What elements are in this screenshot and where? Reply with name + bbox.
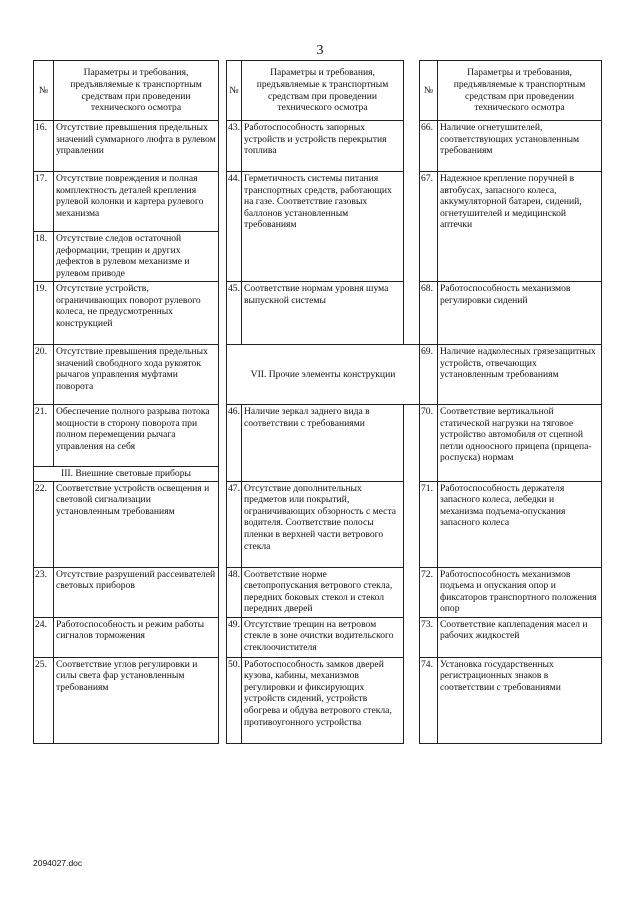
table-row xyxy=(34,345,602,405)
item-text: Отсутствие превышения предельных значений суммарного люфта в рулевом управлении xyxy=(54,121,219,172)
table-row xyxy=(34,617,602,657)
item-text: Работоспособность механизмов регулировки сидений xyxy=(438,282,602,345)
item-text: Соответствие вертикальной статической нагрузки на тяговое устройство автомобиля от сцепной петли одноосного прицепа (прицепа-роспуска) нормам xyxy=(438,405,602,482)
item-number: 66. xyxy=(420,121,438,172)
item-number: 43. xyxy=(227,121,242,172)
item-number: 49. xyxy=(227,617,242,657)
item-number: 46. xyxy=(227,405,242,482)
item-text: Работоспособность механизмов подъема и опускания опор и фиксаторов транспортного положения опор xyxy=(438,567,602,617)
item-number: 19. xyxy=(34,282,54,345)
item-number: 48. xyxy=(227,567,242,617)
item-number: 73. xyxy=(420,617,438,657)
table-row xyxy=(34,405,602,467)
item-number: 72. xyxy=(420,567,438,617)
item-text: Работоспособность запорных устройств и устройств перекрытия топлива xyxy=(242,121,404,172)
item-text: Работоспособность замков дверей кузова, кабины, механизмов регулировки и фиксирующих устройств сидений, устройств обогрева и обдува ветрового стекла, противоугонного устройства xyxy=(242,657,404,743)
item-text: Соответствие устройств освещения и световой сигнализации установленным требованиям xyxy=(54,481,219,567)
item-text: Наличие зеркал заднего вида в соответствии с требованиями xyxy=(242,405,404,482)
item-text: Соответствие норме светопропускания ветрового стекла, передних боковых стекол и стекол передних дверей xyxy=(242,567,404,617)
table-row xyxy=(34,481,602,567)
item-number: 50. xyxy=(227,657,242,743)
table-row xyxy=(34,657,602,743)
item-number: 44. xyxy=(227,172,242,282)
item-text: Соответствие каплепадения масел и рабочих жидкостей xyxy=(438,617,602,657)
item-number: 68. xyxy=(420,282,438,345)
header-row xyxy=(34,61,602,121)
column-gap xyxy=(219,405,227,744)
item-text: Соответствие нормам уровня шума выпускной системы xyxy=(242,282,404,345)
document-filename: 2094027.doc xyxy=(33,858,83,868)
header-num-2: № xyxy=(227,61,242,121)
item-text: Надежное крепление поручней в автобусах, запасного колеса, аккумуляторной батареи, сидений, огнетушителей и медицинской аптечки xyxy=(438,172,602,282)
item-number: 70. xyxy=(420,405,438,482)
item-text: Отсутствие устройств, ограничивающих поворот рулевого колеса, не предусмотренных конструкцией xyxy=(54,282,219,345)
item-text: Наличие огнетушителей, соответствующих установленным требованиям xyxy=(438,121,602,172)
header-params-3: Параметры и требования, предъявляемые к транспортным средствам при проведении технического осмотра xyxy=(438,61,602,121)
header-params-1: Параметры и требования, предъявляемые к транспортным средствам при проведении технического осмотра xyxy=(54,61,219,121)
column-gap xyxy=(404,61,420,121)
column-gap xyxy=(219,61,227,121)
item-number: 47. xyxy=(227,481,242,567)
item-number: 16. xyxy=(34,121,54,172)
item-number: 17. xyxy=(34,172,54,232)
item-number: 69. xyxy=(420,345,438,405)
item-text: Наличие надколесных грязезащитных устройств, отвечающих установленным требованиям xyxy=(438,345,602,405)
section-heading-other: VII. Прочие элементы конструкции xyxy=(227,345,420,405)
item-text: Установка государственных регистрационных знаков в соответствии с требованиями xyxy=(438,657,602,743)
item-text: Отсутствие трещин на ветровом стекле в зоне очистки водительского стеклоочистителя xyxy=(242,617,404,657)
item-number: 71. xyxy=(420,481,438,567)
item-number: 67. xyxy=(420,172,438,282)
item-number: 20. xyxy=(34,345,54,405)
page-number: 3 xyxy=(316,43,324,58)
item-number: 74. xyxy=(420,657,438,743)
item-text: Отсутствие превышения предельных значений свободного хода рукояток рычагов управления муфтами поворота xyxy=(54,345,219,405)
item-number: 25. xyxy=(34,657,54,743)
column-gap xyxy=(219,121,227,345)
item-number: 24. xyxy=(34,617,54,657)
table-row xyxy=(34,282,602,345)
header-num-1: № xyxy=(34,61,54,121)
item-text: Герметичность системы питания транспортных средств, работающих на газе. Соответствие газовых баллонов установленным требованиям xyxy=(242,172,404,282)
item-text: Соответствие углов регулировки и силы света фар установленным требованиям xyxy=(54,657,219,743)
requirements-table xyxy=(33,60,602,744)
header-num-3: № xyxy=(420,61,438,121)
item-number: 21. xyxy=(34,405,54,467)
item-text: Работоспособность держателя запасного колеса, лебедки и механизма подъема-опускания запасного колеса xyxy=(438,481,602,567)
item-text: Работоспособность и режим работы сигналов торможения xyxy=(54,617,219,657)
item-text: Отсутствие разрушений рассеивателей световых приборов xyxy=(54,567,219,617)
item-number: 45. xyxy=(227,282,242,345)
column-gap xyxy=(404,405,420,744)
item-text: Отсутствие дополнительных предметов или покрытий, ограничивающих обзорность с места водителя. Соответствие полосы пленки в верхней части ветрового стекла xyxy=(242,481,404,567)
item-text: Отсутствие повреждения и полная комплектность деталей крепления рулевой колонки и картера рулевого механизма xyxy=(54,172,219,232)
table-row xyxy=(34,121,602,172)
item-number: 18. xyxy=(34,232,54,282)
item-text: Обеспечение полного разрыва потока мощности в сторону поворота при полном перемещении рычага управления на себя xyxy=(54,405,219,467)
column-gap xyxy=(219,345,227,405)
item-text: Отсутствие следов остаточной деформации, трещин и других дефектов в рулевом механизме и рулевом приводе xyxy=(54,232,219,282)
table-row xyxy=(34,567,602,617)
column-gap xyxy=(404,121,420,345)
header-params-2: Параметры и требования, предъявляемые к транспортным средствам при проведении технического осмотра xyxy=(242,61,404,121)
table-row xyxy=(34,172,602,232)
section-heading-lights: III. Внешние световые приборы xyxy=(34,467,219,482)
item-number: 23. xyxy=(34,567,54,617)
item-number: 22. xyxy=(34,481,54,567)
